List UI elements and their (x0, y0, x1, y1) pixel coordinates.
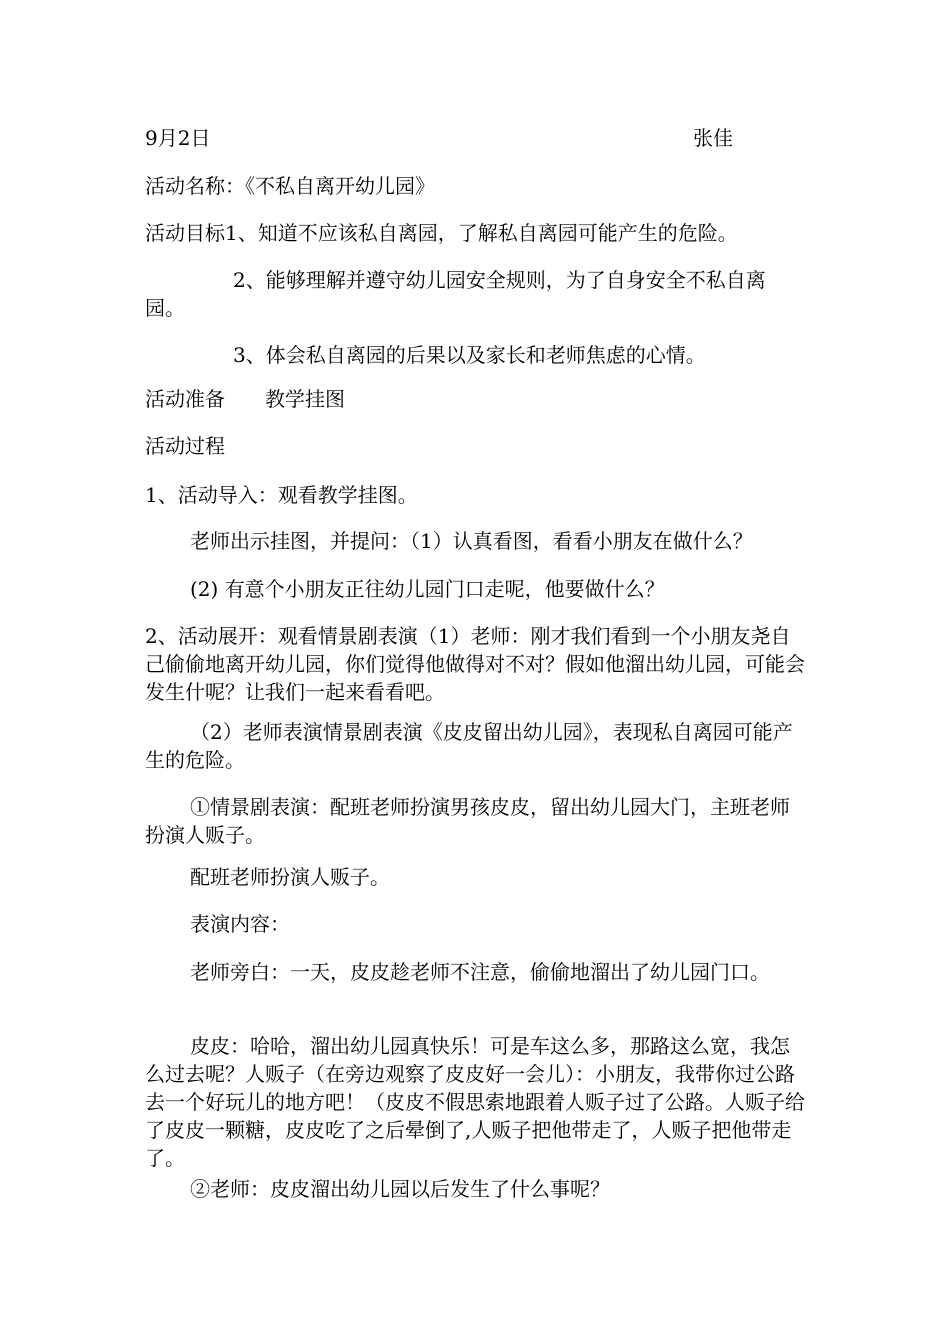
skit-content-label: 表演内容： (190, 912, 290, 936)
goal-1: 活动目标1、知道不应该私自离园，了解私自离园可能产生的危险。 (145, 221, 738, 245)
step-1-question-1: 老师出示挂图，并提问：（1）认真看图，看看小朋友在做什么？ (190, 529, 753, 553)
activity-prep: 活动准备 教学挂图 (145, 387, 345, 411)
teacher-question: ②老师：皮皮溜出幼儿园以后发生了什么事呢？ (190, 1177, 610, 1201)
author: 张佳 (693, 126, 733, 150)
activity-process: 活动过程 (145, 434, 225, 458)
skit-role-2: 配班老师扮演人贩子。 (190, 865, 390, 889)
activity-name: 活动名称：《不私自离开幼儿园》 (145, 174, 435, 198)
narration: 老师旁白：一天，皮皮趁老师不注意，偷偷地溜出了幼儿园门口。 (190, 960, 770, 984)
skit-roles: ①情景剧表演：配班老师扮演男孩皮皮，留出幼儿园大门，主班老师扮演人贩子。 (145, 795, 790, 847)
step-2: 2、活动展开：观看情景剧表演（1）老师：刚才我们看到一个小朋友尧自己偷偷地离开幼儿园，你们觉得他做得对不对？假如他溜出幼儿园，可能会发生什呢？让我们一起来看看吧。 (145, 624, 805, 704)
step-1: 1、活动导入：观看教学挂图。 (145, 483, 418, 507)
goal-3: 3、体会私自离园的后果以及家长和老师焦虑的心情。 (233, 343, 706, 367)
goal-2: 2、能够理解并遵守幼儿园安全规则，为了自身安全不私自离园。 (145, 268, 766, 320)
dialogue: 皮皮：哈哈，溜出幼儿园真快乐！可是车这么多，那路这么宽，我怎么过去呢？人贩子（在旁边观察了皮皮好一会儿）：小朋友，我带你过公路去一个好玩儿的地方吧！（皮皮不假思索地跟着人贩子过了公路。人贩子给了皮皮一颗糖，皮皮吃了之后晕倒了,人贩子把他带走了，人贩子把他带走了。 (145, 1034, 805, 1170)
date: 9月2日 (145, 126, 211, 150)
step-2-part-2: （2）老师表演情景剧表演《皮皮留出幼儿园》，表现私自离园可能产生的危险。 (145, 720, 793, 772)
step-1-question-2: (2) 有意个小朋友正往幼儿园门口走呢，他要做什么？ (190, 577, 665, 601)
